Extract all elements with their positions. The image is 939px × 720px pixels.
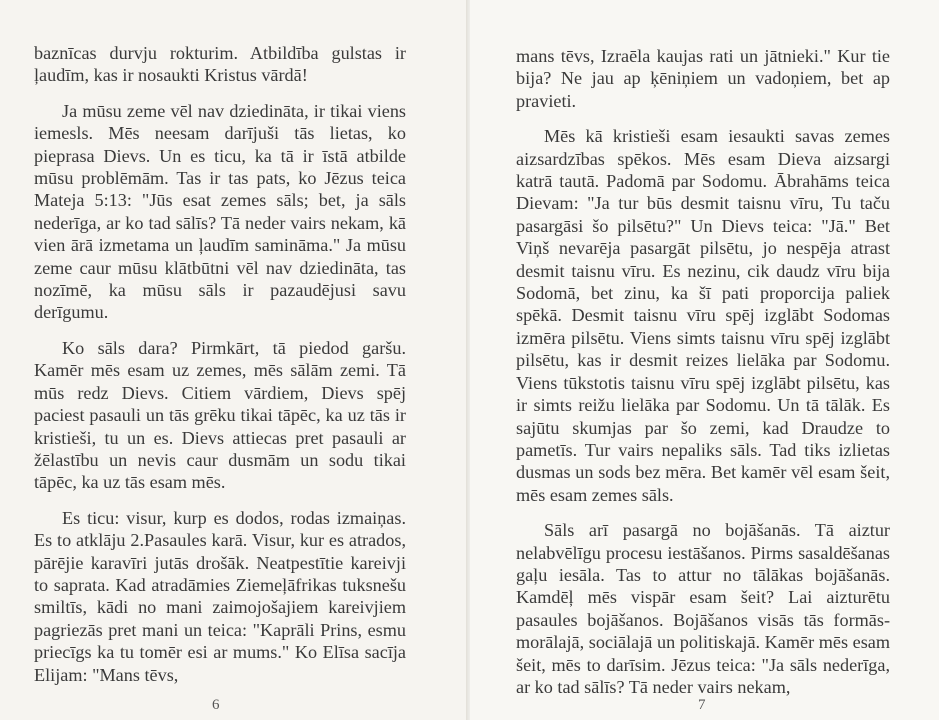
right-page-text xyxy=(516,45,890,711)
left-page-text xyxy=(34,42,406,699)
paragraph: mans tēvs, Izraēla kaujas rati un jātnieki." Kur tie bija? Ne jau ap ķēniņiem un vadoņiem, bet ap pravieti. xyxy=(516,46,890,111)
paragraph: Ja mūsu zeme vēl nav dziedināta, ir tikai viens iemesls. Mēs neesam darījuši tās lietas, ko pieprasa Dievs. Un es ticu, ka tā ir īstā atbilde mūsu problēmām. Tas ir tas pats, ko Jēzus teica Mateja 5:13: "Jūs esat zemes sāls; bet, ja sāls nederīga, ar ko tad sālīs? Tā neder vairs nekam, kā vien ārā izmetama un ļaudīm samināma." Ja mūsu zeme caur mūsu klātbūtni vēl nav dziedināta, tas nozīmē, ka mūsu sāls ir pazaudējusi savu derīgumu. xyxy=(34,100,406,323)
paragraph: Es ticu: visur, kurp es dodos, rodas izmaiņas. Es to atklāju 2.Pasaules karā. Visur, kur es atrados, pārējie karavīri jutās drošāk. Neatpestītie kareivji to saprata. Kad atradāmies Ziemeļāfrikas tuksnešu smiltīs, kādi no mani zaimojošajiem kareivjiem pagriezās pret mani un teica: "Kaprāli Prins, esmu priecīgs ka tu tomēr esi ar mums." Ko Elīsa sacīja Elijam: "Mans tēvs, xyxy=(34,507,406,685)
left-page xyxy=(0,0,468,720)
page-number: 6 xyxy=(212,697,220,713)
right-page xyxy=(470,0,939,720)
paragraph: Ko sāls dara? Pirmkārt, tā piedod garšu. Kamēr mēs esam uz zemes, mēs sālām zemi. Tā mūs redz Dievs. Citiem vārdiem, Dievs spēj paciest pasauli un tās grēku tikai tāpēc, ka uz tās ir kristieši, tu un es. Dievs attiecas pret pasauli ar žēlastību un nevis caur dusmām un sodu tikai tāpēc, ka uz tās esam mēs. xyxy=(34,337,406,493)
page-number: 7 xyxy=(698,697,706,713)
paragraph: Sāls arī pasargā no bojāšanās. Tā aiztur nelabvēlīgu procesu iestāšanos. Pirms sasaldēšanas gaļu iesāla. Tas to attur no tālākas bojāšanās. Kamdēļ mēs vispār esam šeit? Lai aizturētu pasaules bojāšanos. Bojāšanos visās tās formās- morālajā, sociālajā un politiskajā. Kamēr mēs esam šeit, mēs to darīsim. Jēzus teica: "Ja sāls nederīga, ar ko tad sālīs? Tā neder vairs nekam, xyxy=(516,520,890,697)
paragraph: baznīcas durvju rokturim. Atbildība gulstas ir ļaudīm, kas ir nosaukti Kristus vārdā! xyxy=(34,43,406,86)
paragraph: Mēs kā kristieši esam iesaukti savas zemes aizsardzības spēkos. Mēs esam Dieva aizsargi katrā tautā. Padomā par Sodomu. Ābrahāms teica Dievam: "Ja tur būs desmit taisnu vīru, Tu taču pasargāsi šo pilsētu?" Un Dievs teica: "Jā." Bet Viņš nevarēja pasargāt pilsētu, jo nespēja atrast desmit taisnu vīru. Es nezinu, cik daudz vīru bija Sodomā, bet zinu, ka šī pati proporcija paliek spēkā. Desmit taisnu vīru spēj izglābt Sodomas izmēra pilsētu. Viens simts taisnu vīru spēj izglābt pilsētu, kas ir desmit reizes lielāka par Sodomu. Viens tūkstotis taisnu vīru spēj izglābt pilsētu, kas ir simts reižu lielāka par Sodomu. Un tā tālāk. Es sajūtu skumjas par šo zemi, kad Draudze to pametīs. Tur vairs nepaliks sāls. Tad tiks izlietas dusmas un sods bez mēra. Bet kamēr vēl esam šeit, mēs esam zemes sāls. xyxy=(516,126,890,505)
